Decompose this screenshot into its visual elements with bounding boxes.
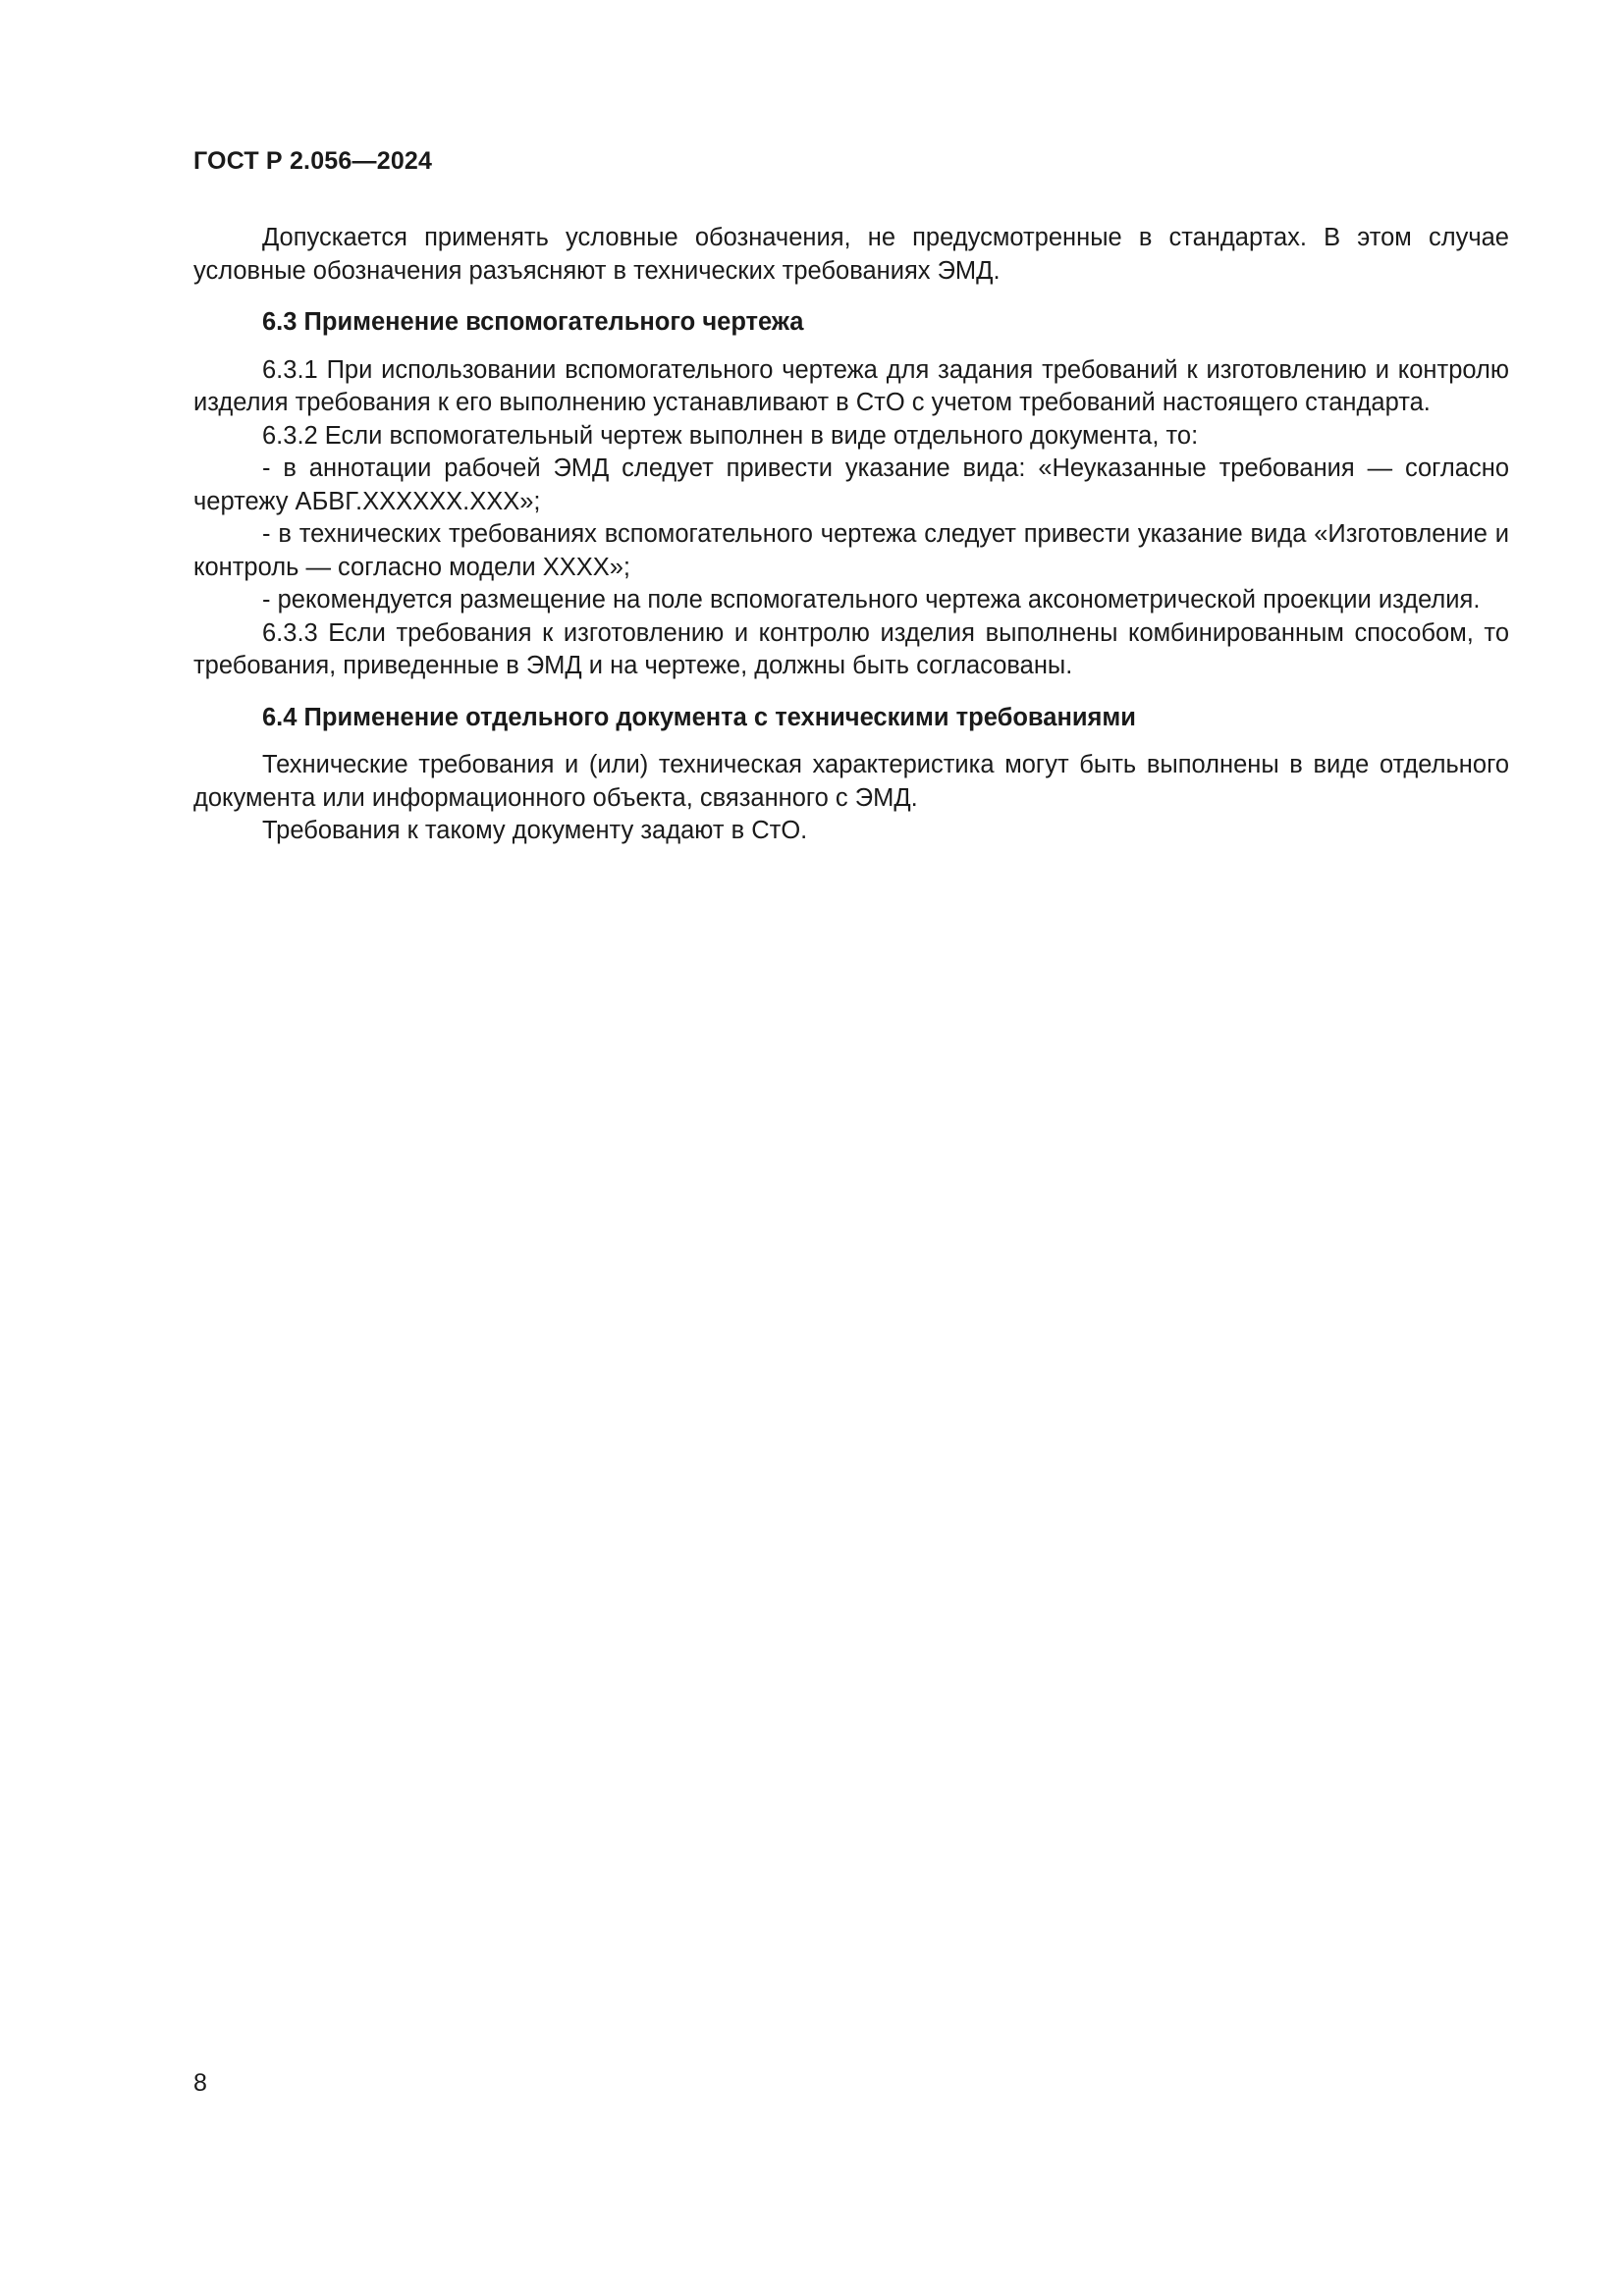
list-item: - рекомендуется размещение на поле вспомогательного чертежа аксонометрической проекции изделия. [262, 586, 1481, 614]
document-header-code: ГОСТ Р 2.056—2024 [193, 147, 433, 175]
section-6-4-heading: 6.4 Применение отдельного документа с техническими требованиями [262, 703, 1136, 731]
list-item: - в технических требованиях вспомогательного чертежа следует привести указание вида «Изготовление и контроль — согласно модели XXXX»; [193, 520, 1509, 581]
list-item: - в аннотации рабочей ЭМД следует привести указание вида: «Неуказанные требования — согласно чертежу АБВГ.XXXXXX.XXX»; [193, 454, 1509, 515]
section-6-4-paragraph-2: Требования к такому документу задают в СтО. [262, 817, 808, 844]
paragraph-6-3-2: 6.3.2 Если вспомогательный чертеж выполнен в виде отдельного документа, то: [262, 421, 1199, 450]
document-body [193, 222, 1509, 848]
paragraph-6-3-3: 6.3.3 Если требования к изготовлению и контролю изделия выполнены комбинированным способом, то требования, приведенные в ЭМД и на чертеже, должны быть согласованы. [193, 618, 1509, 679]
intro-paragraph: Допускается применять условные обозначения, не предусмотренные в стандартах. В этом случае условные обозначения разъясняют в технических требованиях ЭМД. [193, 224, 1509, 285]
page-number: 8 [193, 2069, 207, 2097]
section-6-4-paragraph-1: Технические требования и (или) техническая характеристика могут быть выполнены в виде отдельного документа или информационного объекта, связанного с ЭМД. [193, 751, 1509, 812]
section-6-3-heading: 6.3 Применение вспомогательного чертежа [262, 308, 804, 336]
paragraph-6-3-1: 6.3.1 При использовании вспомогательного чертежа для задания требований к изготовлению и контролю изделия требования к его выполнению устанавливают в СтО с учетом требований настоящего стандарта. [193, 355, 1509, 416]
